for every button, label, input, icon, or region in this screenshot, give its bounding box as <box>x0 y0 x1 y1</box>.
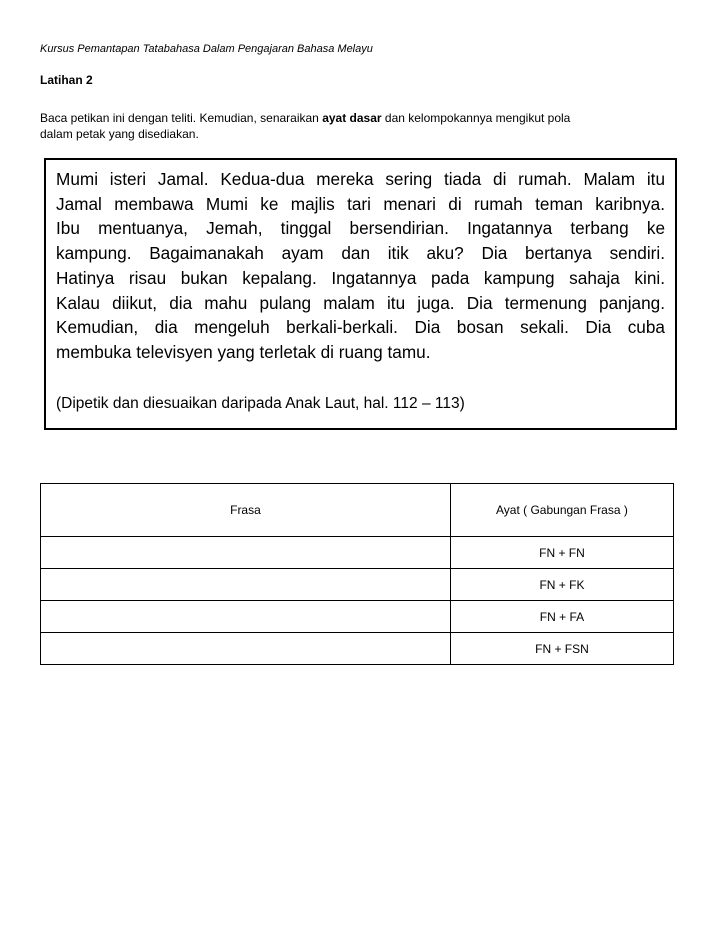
header-frasa: Frasa <box>41 484 451 537</box>
ayat-cell: FN + FA <box>450 601 673 633</box>
passage-line: Jamal membawa Mumi ke majlis tari menari di rumah teman karibnya. <box>56 193 665 214</box>
instructions-keyword: ayat dasar <box>322 111 382 125</box>
passage-text <box>56 167 665 365</box>
header-ayat: Ayat ( Gabungan Frasa ) <box>450 484 673 537</box>
instructions-text-start: Baca petikan ini dengan teliti. Kemudian, senaraikan <box>40 111 323 125</box>
table-row <box>41 633 674 665</box>
passage-line: membuka televisyen yang terletak di ruang tamu. <box>56 341 431 362</box>
frasa-cell[interactable] <box>41 569 451 601</box>
table-header-row <box>41 484 674 537</box>
frasa-cell[interactable] <box>41 537 451 569</box>
instructions-text-end: dan kelompokannya mengikut pola <box>381 111 571 125</box>
passage-line: Mumi isteri Jamal. Kedua-dua mereka sering tiada di rumah. Malam itu <box>56 169 665 189</box>
exercise-title: Latihan 2 <box>40 73 93 87</box>
passage-line: Kemudian, dia mengeluh berkali-berkali. Dia bosan sekali. Dia cuba <box>56 317 665 338</box>
header-note: Kursus Pemantapan Tatabahasa Dalam Pengajaran Bahasa Melayu <box>40 43 373 55</box>
frasa-cell[interactable] <box>41 633 451 665</box>
ayat-cell: FN + FN <box>450 537 673 569</box>
passage-line: Kalau diikut, dia mahu pulang malam itu juga. Dia termenung panjang. <box>56 292 665 313</box>
passage-box <box>44 158 677 430</box>
passage-line: kampung. Bagaimanakah ayam dan itik aku? Dia bertanya sendiri. <box>56 243 665 264</box>
table-row <box>41 601 674 633</box>
passage-line: Ibu mentuanya, Jemah, tinggal bersendirian. Ingatannya terbang ke <box>56 218 665 239</box>
instructions-line-1 <box>40 110 690 126</box>
instructions <box>40 110 690 142</box>
frasa-cell[interactable] <box>41 601 451 633</box>
table-row <box>41 537 674 569</box>
passage-line: Hatinya risau bukan kepalang. Ingatannya pada kampung sahaja kini. <box>56 267 665 288</box>
ayat-cell: FN + FSN <box>450 633 673 665</box>
passage-source: (Dipetik dan diesuaikan daripada Anak Laut, hal. 112 – 113) <box>56 395 465 412</box>
instructions-line-2: dalam petak yang disediakan. <box>40 127 199 141</box>
ayat-cell: FN + FK <box>450 569 673 601</box>
table-row <box>41 569 674 601</box>
answer-table <box>40 483 674 665</box>
